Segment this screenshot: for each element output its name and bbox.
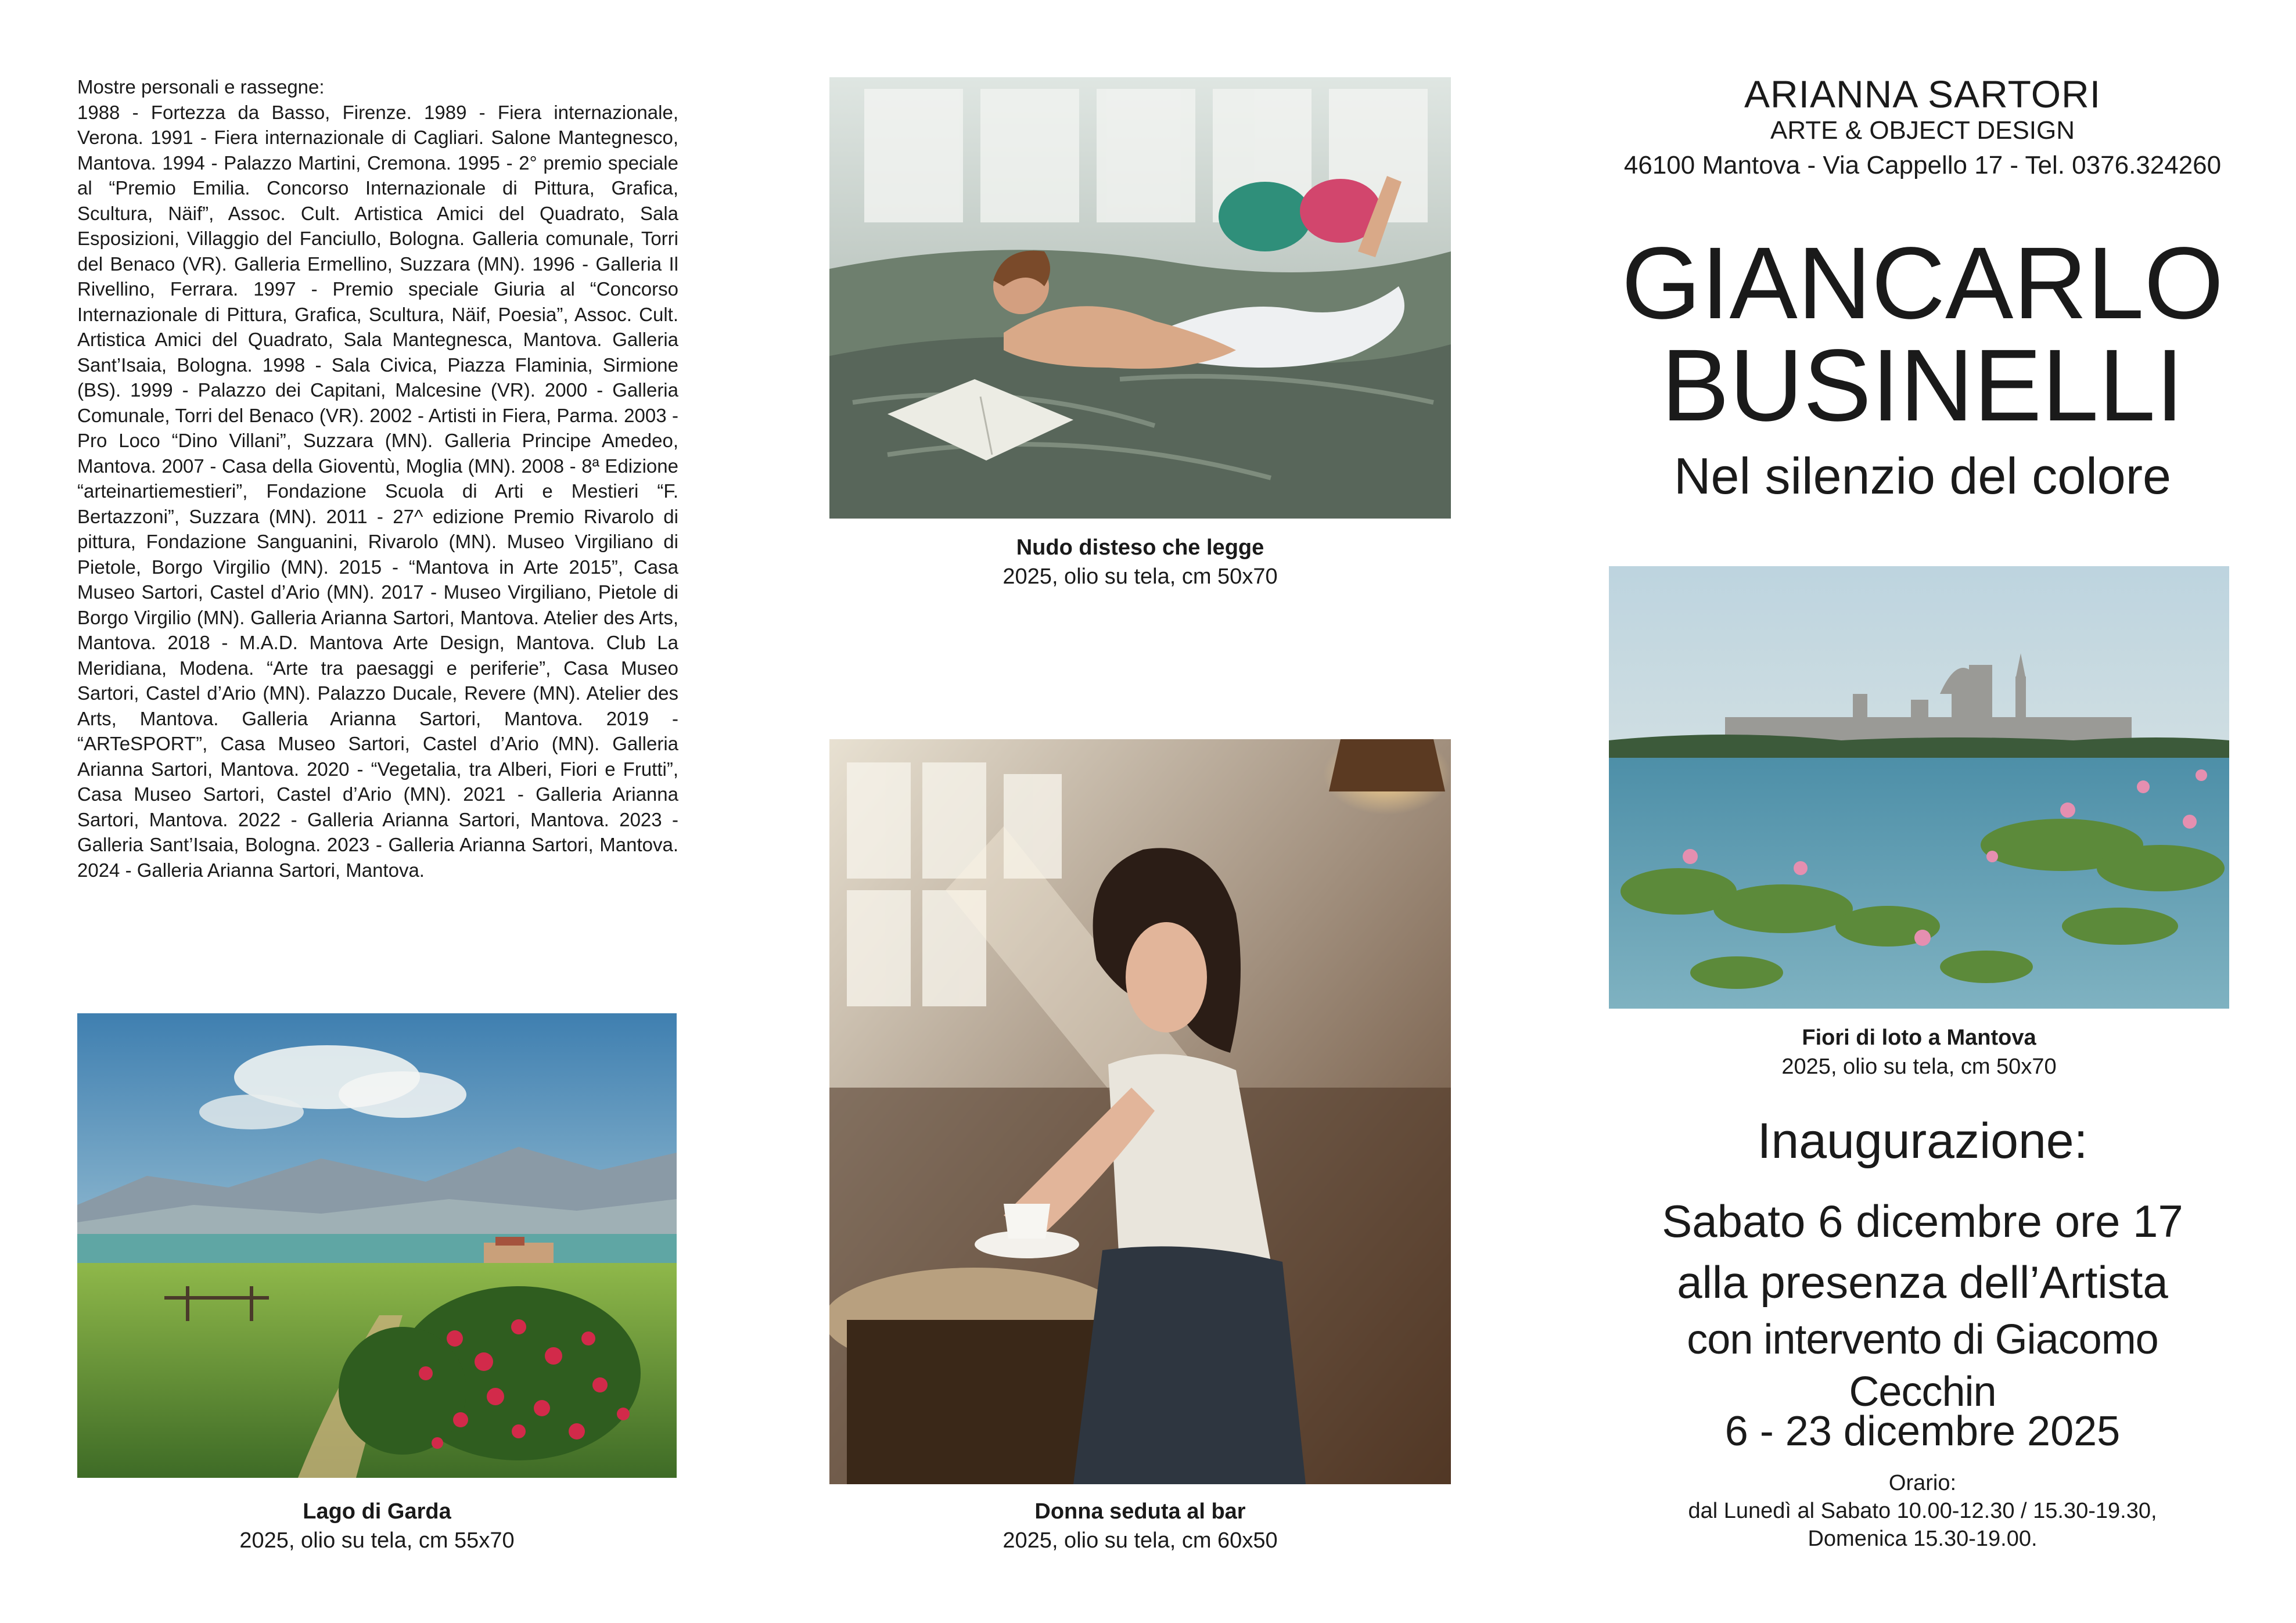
inauguration-label: Inaugurazione: bbox=[1757, 1113, 2088, 1169]
artwork-details: 2025, olio su tela, cm 55x70 bbox=[239, 1528, 515, 1553]
artwork-title: Nudo disteso che legge bbox=[1016, 535, 1264, 560]
artwork-title: Fiori di loto a Mantova bbox=[1802, 1025, 2036, 1050]
inauguration-guest-line: con intervento di Giacomo Cecchin bbox=[1687, 1316, 2158, 1415]
caption-lago-di-garda bbox=[77, 1497, 677, 1555]
artist-first-name: GIANCARLO bbox=[1621, 226, 2224, 340]
artwork-details: 2025, olio su tela, cm 50x70 bbox=[1003, 564, 1278, 589]
opening-hours-weekdays: dal Lunedì al Sabato 10.00-12.30 / 15.30-19.30, bbox=[1688, 1499, 2157, 1523]
artwork-details: 2025, olio su tela, cm 50x70 bbox=[1781, 1055, 2057, 1079]
artwork-title: Donna seduta al bar bbox=[1034, 1499, 1246, 1524]
exhibition-history-heading: Mostre personali e rassegne: bbox=[77, 76, 325, 98]
opening-hours-sunday: Domenica 15.30-19.00. bbox=[1808, 1527, 2038, 1551]
artist-last-name: BUSINELLI bbox=[1661, 329, 2184, 442]
artwork-details: 2025, olio su tela, cm 60x50 bbox=[1003, 1528, 1278, 1553]
painting-donna-al-bar bbox=[829, 739, 1451, 1484]
artist-name bbox=[1609, 226, 2236, 442]
artwork-title: Lago di Garda bbox=[303, 1499, 451, 1524]
exhibition-history-text: 1988 - Fortezza da Basso, Firenze. 1989 - Fiera internazionale, Verona. 1991 - Fiera internazionale di Cagliari. Salone Mantegnesco, Mantova. 1994 - Palazzo Martini, Cremona. 1995 - 2° premio speciale al “Premio Emilia. Concorso Internazionale di Pittura, Grafica, Scultura, Näif”, Assoc. Cult. Artistica Amici del Quadrato, Sala Esposizioni, Villaggio del Fanciullo, Bologna. Galleria comunale, Torri del Benaco (VR). Galleria Ermellino, Suzzara (MN). 1996 - Galleria Il Rivellino, Ferrara. 1997 - Premio speciale Giuria al “Concorso Internazionale di Pittura, Grafica, Scultura, Näif, Poesia”, Assoc. Cult. Artistica Amici del Quadrato, Sala Mantegnesca, Mantova. Galleria Sant’Isaia, Bologna. 1998 - Sala Civica, Piazza Flaminia, Sirmione (BS). 1999 - Palazzo dei Capitani, Malcesine (VR). 2000 - Galleria Comunale, Torri del Benaco (VR). 2002 - Artisti in Fiera, Parma. 2003 - Pro Loco “Dino Villani”, Suzzara (MN). Galleria Principe Amedeo, Mantova. 2007 - Casa della Gioventù, Moglia (MN). 2008 - 8ª Edizione “arteinartiemestieri”, Fondazione Scuola di Arti e Mestieri “F. Bertazzoni”, Suzzara (MN). 2011 - 27^ edizione Premio Rivarolo di pittura, Fondazione Sanguanini, Rivarolo (MN). Museo Virgiliano di Pietole, Borgo Virgilio (MN). 2015 - “Mantova in Arte 2015”, Casa Museo Sartori, Castel d’Ario (MN). 2017 - Museo Virgiliano, Pietole di Borgo Virgilio (MN). Galleria Arianna Sartori, Mantova. Atelier des Arts, Mantova. 2018 - M.A.D. Mantova Arte Design, Mantova. Club La Meridiana, Modena. “Arte tra paesaggi e periferie”, Casa Museo Sartori, Castel d’Ario (MN). Palazzo Ducale, Revere (MN). Atelier des Arts, Mantova. Galleria Arianna Sartori, Mantova. 2019 - “ARTeSPORT”, Casa Museo Sartori, Castel d’Ario (MN). Galleria Arianna Sartori, Mantova. 2020 - “Vegetalia, tra Alberi, Fiori e Frutti”, Casa Museo Sartori, Castel d’Ario (MN). 2021 - Galleria Arianna Sartori, Mantova. 2022 - Galleria Arianna Sartori, Mantova. 2023 - Galleria Sant’Isaia, Bologna. 2023 - Galleria Arianna Sartori, Mantova. 2024 - Galleria Arianna Sartori, Mantova. bbox=[77, 101, 678, 881]
exhibition-title: Nel silenzio del colore bbox=[1674, 447, 2171, 505]
gallery-address: 46100 Mantova - Via Cappello 17 - Tel. 0376.324260 bbox=[1623, 151, 2222, 179]
exhibition-history bbox=[77, 74, 678, 883]
painting-fiori-di-loto bbox=[1609, 566, 2229, 1009]
inauguration-date: Sabato 6 dicembre ore 17 bbox=[1662, 1196, 2183, 1247]
painting-lago-di-garda bbox=[77, 1013, 677, 1478]
exhibition-period: 6 - 23 dicembre 2025 bbox=[1724, 1408, 2121, 1455]
gallery-name: ARIANNA SARTORI bbox=[1744, 73, 2101, 116]
inauguration-artist-line: alla presenza dell’Artista bbox=[1677, 1257, 2168, 1308]
caption-donna-al-bar bbox=[829, 1497, 1451, 1555]
gallery-subtitle: ARTE & OBJECT DESIGN bbox=[1770, 116, 2075, 145]
caption-fiori-di-loto bbox=[1609, 1023, 2229, 1081]
opening-hours-label: Orario: bbox=[1888, 1471, 1957, 1495]
painting-nudo-disteso bbox=[829, 77, 1451, 519]
caption-nudo-disteso bbox=[829, 533, 1451, 591]
